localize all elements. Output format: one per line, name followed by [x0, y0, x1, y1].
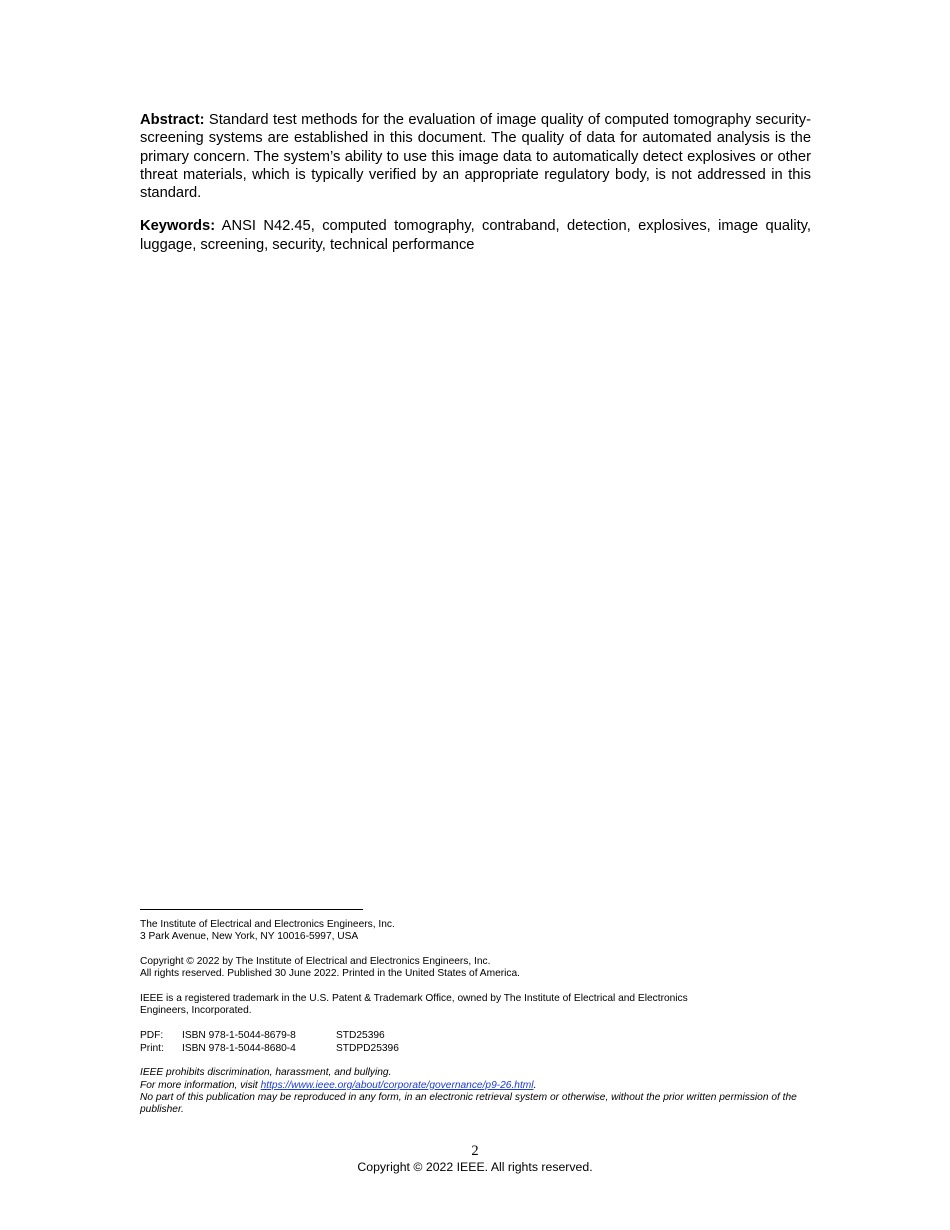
page-footer-copyright: Copyright © 2022 IEEE. All rights reserved.	[357, 1160, 593, 1174]
rights-line: All rights reserved. Published 30 June 2022. Printed in the United States of America.	[140, 968, 520, 980]
trademark-line-1: IEEE is a registered trademark in the U.S. Patent & Trademark Office, owned by The Institute of Electrical and Electronics	[140, 993, 688, 1005]
publisher-block	[140, 919, 815, 944]
isbn-product-code: STD25396	[336, 1030, 385, 1042]
publisher-address: 3 Park Avenue, New York, NY 10016-5997, USA	[140, 931, 359, 943]
copyright-line: Copyright © 2022 by The Institute of Electrical and Electronics Engineers, Inc.	[140, 956, 491, 968]
isbn-format-label: Print:	[140, 1042, 164, 1054]
abstract-paragraph	[140, 111, 811, 202]
trademark-block	[140, 993, 815, 1018]
trademark-line-2: Engineers, Incorporated.	[140, 1005, 252, 1017]
isbn-row-print	[140, 1043, 815, 1055]
more-info-prefix: For more information, visit	[140, 1079, 261, 1091]
isbn-row-pdf	[140, 1030, 815, 1042]
page-number: 2	[471, 1143, 479, 1159]
isbn-number: ISBN 978-1-5044-8679-8	[182, 1030, 296, 1042]
isbn-number: ISBN 978-1-5044-8680-4	[182, 1042, 296, 1054]
copyright-block	[140, 956, 815, 981]
policy-block	[140, 1067, 815, 1116]
footnote-divider	[140, 909, 363, 910]
keywords-label: Keywords:	[140, 218, 216, 235]
publication-notes	[140, 919, 815, 1129]
abstract-text: Standard test methods for the evaluation of image quality of computed tomography security-screening systems are established in this document. The quality of data for automated analysis is the primary concern. The system’s ability to use this image data to automatically detect explosives or other threat materials, which is typically verified by an appropriate regulatory body, is not addressed in this standard.	[140, 112, 811, 202]
policy-line: IEEE prohibits discrimination, harassment, and bullying.	[140, 1067, 392, 1079]
isbn-format-label: PDF:	[140, 1030, 164, 1042]
more-info-suffix: .	[533, 1079, 537, 1091]
more-info-line	[140, 1080, 815, 1092]
reproduction-notice: No part of this publication may be reproduced in any form, in an electronic retrieval system or otherwise, without the prior written permission of the publisher.	[140, 1091, 797, 1116]
publisher-name: The Institute of Electrical and Electronics Engineers, Inc.	[140, 919, 395, 930]
keywords-text: ANSI N42.45, computed tomography, contraband, detection, explosives, image quality, luggage, screening, security, technical performance	[140, 218, 811, 253]
keywords-paragraph	[140, 217, 811, 254]
isbn-product-code: STDPD25396	[336, 1042, 399, 1054]
front-matter-body	[140, 111, 811, 269]
governance-policy-link[interactable]: https://www.ieee.org/about/corporate/governance/p9-26.html	[260, 1079, 534, 1091]
abstract-label: Abstract:	[140, 112, 205, 128]
isbn-block	[140, 1030, 815, 1055]
